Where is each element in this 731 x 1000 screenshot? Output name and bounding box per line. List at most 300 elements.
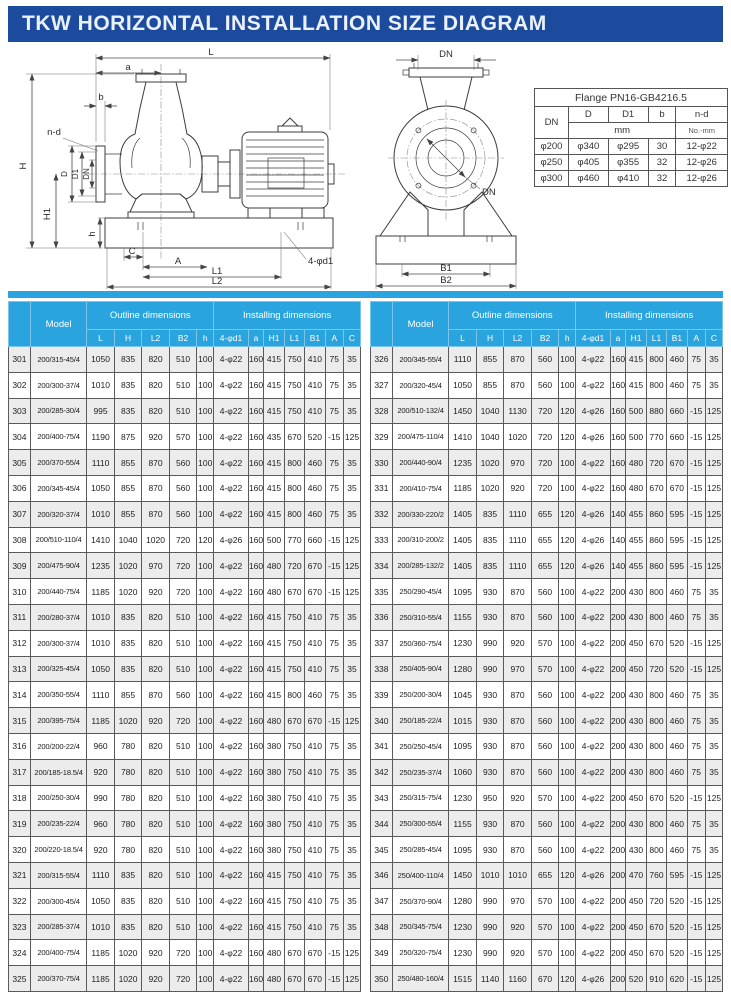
model-cell: 250/300-55/4 — [392, 811, 448, 837]
dimension-cell: 160 — [248, 527, 264, 553]
table-row — [9, 759, 361, 785]
dimension-cell: 560 — [531, 604, 559, 630]
row-number-cell: 303 — [9, 398, 31, 424]
dimension-cell: 835 — [114, 888, 142, 914]
dimension-cell: 450 — [626, 785, 646, 811]
dimension-cell: 410 — [305, 837, 325, 863]
dimension-cell: 1405 — [449, 501, 477, 527]
dimension-cell: -15 — [687, 424, 705, 450]
dimension-cell: 1185 — [87, 940, 115, 966]
table-row — [9, 811, 361, 837]
dimension-cell: 100 — [559, 914, 576, 940]
dimension-cell: 100 — [559, 888, 576, 914]
dimension-cell: 1110 — [87, 682, 115, 708]
dimension-cell: -15 — [687, 501, 705, 527]
dimension-cell: 160 — [248, 888, 264, 914]
dimension-cell: 410 — [305, 398, 325, 424]
dimension-cell: 75 — [687, 682, 705, 708]
dimension-cell: 835 — [114, 914, 142, 940]
row-number-cell: 304 — [9, 424, 31, 450]
dimension-cell: 920 — [504, 785, 532, 811]
dimension-cell: 750 — [284, 398, 304, 424]
dimension-cell: 720 — [531, 424, 559, 450]
dim-label-a: a — [125, 62, 131, 73]
dimension-cell: 4-φ26 — [576, 424, 611, 450]
dimension-cell: 4-φ22 — [576, 372, 611, 398]
dimension-cell: 100 — [197, 347, 214, 373]
dimension-cell: 1230 — [449, 785, 477, 811]
dimension-cell: 35 — [705, 347, 722, 373]
dimension-cell: 920 — [142, 966, 170, 992]
dimension-cell: 780 — [114, 811, 142, 837]
dimension-cell: 410 — [305, 759, 325, 785]
flange-cell: φ250 — [535, 155, 569, 171]
dimension-cell: 75 — [325, 630, 343, 656]
dimension-cell: 100 — [197, 914, 214, 940]
dimension-cell: 820 — [142, 733, 170, 759]
dimension-cell: 4-φ22 — [576, 604, 611, 630]
dimension-cell: 200 — [610, 733, 626, 759]
dimension-cell: 35 — [705, 759, 722, 785]
model-cell: 200/510-110/4 — [30, 527, 86, 553]
flange-col-dn: DN — [535, 107, 569, 139]
dimension-cell: -15 — [687, 940, 705, 966]
dimension-cell: 430 — [626, 579, 646, 605]
dimension-cell: 1020 — [114, 940, 142, 966]
table-row — [371, 372, 723, 398]
dimension-cell: 620 — [667, 966, 687, 992]
dimension-cell: 415 — [626, 347, 646, 373]
dimension-cell: 570 — [531, 888, 559, 914]
dimension-cell: 75 — [325, 656, 343, 682]
row-number-cell: 310 — [9, 579, 31, 605]
dimension-cell: 415 — [264, 398, 284, 424]
row-number-cell: 305 — [9, 450, 31, 476]
table-row — [371, 708, 723, 734]
dimension-cell: 125 — [343, 966, 360, 992]
row-number-cell: 333 — [371, 527, 393, 553]
dimension-cell: 4-φ22 — [214, 785, 249, 811]
dim-label-B1: B1 — [440, 263, 452, 274]
dimension-cell: 480 — [264, 553, 284, 579]
dimension-cell: 670 — [531, 966, 559, 992]
dimension-cell: 1185 — [87, 579, 115, 605]
dimension-cell: 860 — [646, 501, 666, 527]
dimension-cell: 460 — [305, 501, 325, 527]
dim-label-DN: DN — [82, 168, 91, 180]
dimension-cell: 1110 — [504, 527, 532, 553]
dimension-cell: 100 — [197, 630, 214, 656]
flange-cell: 30 — [648, 139, 676, 155]
flange-unit-no-mm: No.-mm — [676, 123, 728, 139]
dimension-cell: 1095 — [449, 733, 477, 759]
dim-label-h: h — [87, 231, 98, 237]
dimension-cell: -15 — [325, 527, 343, 553]
model-cell: 200/310-200/2 — [392, 527, 448, 553]
dimension-cell: 910 — [646, 966, 666, 992]
dimension-cell: 100 — [197, 372, 214, 398]
dimension-cell: 75 — [325, 347, 343, 373]
dimension-cell: 430 — [626, 733, 646, 759]
dimension-cell: 455 — [626, 501, 646, 527]
dimension-cell: 800 — [646, 372, 666, 398]
dimension-cell: 1110 — [504, 553, 532, 579]
dimension-cell: 100 — [559, 604, 576, 630]
dimension-cell: 870 — [504, 708, 532, 734]
col-H1: H1 — [626, 330, 646, 347]
table-row — [371, 785, 723, 811]
dimension-cell: 100 — [559, 682, 576, 708]
dimension-cell: 660 — [305, 527, 325, 553]
table-row — [535, 139, 728, 155]
row-number-cell: 319 — [9, 811, 31, 837]
dimension-cell: 970 — [504, 450, 532, 476]
dimension-cell: 35 — [705, 604, 722, 630]
dimension-cell: 855 — [476, 372, 504, 398]
col-A: A — [687, 330, 705, 347]
dimension-cell: 100 — [197, 708, 214, 734]
col-H1: H1 — [264, 330, 284, 347]
dimension-cell: 670 — [305, 966, 325, 992]
dimension-cell: 380 — [264, 811, 284, 837]
table-row — [9, 553, 361, 579]
dimension-cell: 860 — [646, 527, 666, 553]
dimension-cell: 835 — [476, 553, 504, 579]
dimension-cell: 835 — [476, 501, 504, 527]
dimension-cell: -15 — [325, 424, 343, 450]
dimension-cell: 750 — [284, 759, 304, 785]
dimension-cell: 410 — [305, 862, 325, 888]
table-row — [9, 682, 361, 708]
dimension-cell: 1015 — [449, 708, 477, 734]
dimension-cell: 480 — [626, 450, 646, 476]
dimension-cell: 800 — [646, 347, 666, 373]
dimension-cell: 1185 — [87, 966, 115, 992]
dimension-cell: 75 — [325, 862, 343, 888]
dimension-cell: 35 — [705, 837, 722, 863]
dimension-cell: 460 — [667, 347, 687, 373]
dimension-cell: 35 — [343, 630, 360, 656]
dimension-cell: 35 — [343, 398, 360, 424]
dimension-cell: 75 — [325, 914, 343, 940]
dimension-cell: 1010 — [476, 862, 504, 888]
dimension-cell: 1185 — [87, 708, 115, 734]
row-number-cell: 350 — [371, 966, 393, 992]
model-cell: 200/370-55/4 — [30, 450, 86, 476]
dimension-cell: 100 — [559, 785, 576, 811]
dimension-cell: 125 — [705, 424, 722, 450]
table-row — [371, 888, 723, 914]
dimension-cell: 720 — [284, 553, 304, 579]
dimension-cell: 800 — [646, 708, 666, 734]
dimension-cell: 595 — [667, 553, 687, 579]
dimension-cell: 970 — [504, 656, 532, 682]
dimension-cell: 200 — [610, 630, 626, 656]
dimension-cell: 520 — [626, 966, 646, 992]
dimension-cell: 125 — [705, 450, 722, 476]
dim-label-B2: B2 — [440, 275, 452, 286]
dimension-cell: 560 — [531, 837, 559, 863]
dim-label-C: C — [128, 246, 136, 257]
dimension-cell: 930 — [476, 837, 504, 863]
dimension-cell: 4-φ22 — [576, 475, 611, 501]
dimension-cell: 160 — [610, 347, 626, 373]
dimension-cell: 920 — [142, 708, 170, 734]
dimension-cell: 100 — [197, 759, 214, 785]
col-B1: B1 — [667, 330, 687, 347]
dimension-cell: 415 — [264, 450, 284, 476]
dimension-cell: 460 — [667, 733, 687, 759]
dimension-cell: 75 — [687, 604, 705, 630]
dimension-cell: 4-φ22 — [214, 579, 249, 605]
dimension-cell: 1050 — [87, 475, 115, 501]
flange-col-nd: n-d — [676, 107, 728, 123]
table-row — [371, 553, 723, 579]
dimension-cell: -15 — [687, 630, 705, 656]
dimension-cell: 200 — [610, 604, 626, 630]
row-number-cell: 308 — [9, 527, 31, 553]
dimension-cell: 4-φ22 — [576, 347, 611, 373]
dimension-cell: 920 — [504, 630, 532, 656]
table-row — [9, 733, 361, 759]
model-cell: 200/440-90/4 — [392, 450, 448, 476]
dimension-cell: 820 — [142, 914, 170, 940]
dimension-cell: 4-φ22 — [576, 656, 611, 682]
row-number-cell: 324 — [9, 940, 31, 966]
dimension-cell: 920 — [142, 579, 170, 605]
row-number-cell: 328 — [371, 398, 393, 424]
dimension-cell: 560 — [531, 682, 559, 708]
dimension-cell: 125 — [705, 501, 722, 527]
dimension-cell: 570 — [169, 424, 197, 450]
dimension-cell: 4-φ22 — [214, 398, 249, 424]
dimension-cell: 1515 — [449, 966, 477, 992]
dimension-cell: 855 — [476, 347, 504, 373]
table-row — [371, 682, 723, 708]
dimension-cell: 100 — [559, 347, 576, 373]
dimension-cell: 820 — [142, 811, 170, 837]
dimension-cell: 655 — [531, 553, 559, 579]
col-L2: L2 — [142, 330, 170, 347]
dimension-cell: 4-φ22 — [576, 914, 611, 940]
table-row — [371, 733, 723, 759]
col-L: L — [449, 330, 477, 347]
dimension-cell: 570 — [531, 785, 559, 811]
dimension-cell: 835 — [114, 372, 142, 398]
dimension-cell: 35 — [343, 372, 360, 398]
dimension-cell: 560 — [531, 372, 559, 398]
dimension-cell: 140 — [610, 501, 626, 527]
model-cell: 200/185-18.5/4 — [30, 759, 86, 785]
col-L2: L2 — [504, 330, 532, 347]
installing-dimensions-header: Installing dimensions — [214, 302, 361, 330]
dimension-cell: 750 — [284, 811, 304, 837]
dimensions-table-right — [370, 301, 723, 992]
dimension-cell: 4-φ26 — [576, 553, 611, 579]
row-number-cell: 312 — [9, 630, 31, 656]
dimension-cell: 4-φ22 — [576, 837, 611, 863]
row-number-header — [9, 302, 31, 347]
dimension-cell: 410 — [305, 785, 325, 811]
dimension-cell: 870 — [504, 604, 532, 630]
dimension-cell: 4-φ22 — [214, 475, 249, 501]
dimension-cell: 820 — [142, 630, 170, 656]
dimension-cell: 770 — [646, 424, 666, 450]
dim-label-H1: H1 — [42, 207, 53, 221]
dimension-cell: 570 — [531, 656, 559, 682]
table-top-stripe — [8, 291, 723, 298]
dimension-cell: 855 — [114, 682, 142, 708]
table-body-right — [371, 347, 723, 992]
dimension-cell: 125 — [343, 579, 360, 605]
dimension-cell: 930 — [476, 759, 504, 785]
dimension-cell: 75 — [687, 579, 705, 605]
table-row — [371, 398, 723, 424]
dimension-cell: 760 — [646, 862, 666, 888]
dimension-cell: 870 — [504, 347, 532, 373]
dimension-cell: 410 — [305, 656, 325, 682]
dimension-cell: 35 — [343, 914, 360, 940]
dimension-cell: 1040 — [476, 398, 504, 424]
row-number-cell: 336 — [371, 604, 393, 630]
dimension-cell: 520 — [667, 656, 687, 682]
dimension-cell: 75 — [687, 708, 705, 734]
dimension-cell: 870 — [504, 372, 532, 398]
dimension-cell: 4-φ22 — [214, 837, 249, 863]
dimension-cell: 75 — [325, 759, 343, 785]
pump-front-view-drawing — [356, 46, 548, 291]
dimension-cell: 4-φ22 — [214, 708, 249, 734]
model-cell: 200/350-55/4 — [30, 682, 86, 708]
row-number-cell: 316 — [9, 733, 31, 759]
dimension-cell: 750 — [284, 372, 304, 398]
dimension-cell: 415 — [264, 630, 284, 656]
dimension-cell: 100 — [559, 475, 576, 501]
row-number-cell: 348 — [371, 914, 393, 940]
row-number-cell: 325 — [9, 966, 31, 992]
dimension-cell: 510 — [169, 759, 197, 785]
row-number-cell: 334 — [371, 553, 393, 579]
dimension-cell: 75 — [325, 733, 343, 759]
dimension-cell: 125 — [705, 940, 722, 966]
table-row — [9, 579, 361, 605]
dimension-cell: 160 — [248, 811, 264, 837]
dimension-cell: 35 — [343, 656, 360, 682]
dimension-cell: 100 — [197, 966, 214, 992]
dimension-cell: 820 — [142, 785, 170, 811]
dimension-cell: 920 — [142, 940, 170, 966]
dimension-cell: 100 — [197, 424, 214, 450]
flange-cell: 32 — [648, 171, 676, 187]
row-number-cell: 332 — [371, 501, 393, 527]
model-cell: 200/395-75/4 — [30, 708, 86, 734]
dim-label-H: H — [18, 162, 29, 170]
dimension-cell: 120 — [559, 553, 576, 579]
dimension-cell: 800 — [646, 579, 666, 605]
dimension-cell: 100 — [559, 450, 576, 476]
dimension-cell: 4-φ22 — [214, 914, 249, 940]
dimension-cell: 870 — [142, 475, 170, 501]
dimension-cell: 160 — [248, 579, 264, 605]
dimension-cell: -15 — [687, 862, 705, 888]
dimension-cell: 430 — [626, 604, 646, 630]
model-cell: 200/285-37/4 — [30, 914, 86, 940]
dimension-cell: 160 — [248, 914, 264, 940]
dimension-cell: 670 — [284, 966, 304, 992]
dimension-cell: 200 — [610, 862, 626, 888]
table-row — [9, 656, 361, 682]
dimension-cell: 125 — [343, 940, 360, 966]
dimension-cell: 595 — [667, 501, 687, 527]
dimension-cell: 920 — [87, 759, 115, 785]
dimension-cell: 670 — [284, 708, 304, 734]
dimension-cell: 125 — [705, 630, 722, 656]
table-row — [9, 837, 361, 863]
dimension-cell: 510 — [169, 914, 197, 940]
dimension-cell: 510 — [169, 604, 197, 630]
dimension-cell: 870 — [504, 759, 532, 785]
dimension-cell: 430 — [626, 837, 646, 863]
dimension-cell: 1140 — [476, 966, 504, 992]
dimension-cell: 520 — [667, 888, 687, 914]
dimension-cell: 415 — [264, 347, 284, 373]
dimension-cell: 35 — [343, 862, 360, 888]
dimension-cell: 100 — [559, 759, 576, 785]
dimension-cell: 870 — [504, 682, 532, 708]
dimension-cell: 4-φ22 — [576, 759, 611, 785]
dimension-cell: 1110 — [87, 862, 115, 888]
dimension-cell: 1230 — [449, 914, 477, 940]
dimension-cell: 670 — [305, 579, 325, 605]
dimension-cell: 100 — [197, 785, 214, 811]
dim-label-DN-top: DN — [439, 49, 453, 60]
table-row — [9, 888, 361, 914]
dimension-cell: 200 — [610, 966, 626, 992]
dimension-cell: 35 — [343, 811, 360, 837]
dimension-cell: 750 — [284, 604, 304, 630]
dimension-cell: 100 — [559, 940, 576, 966]
dimension-cell: 560 — [169, 501, 197, 527]
dimension-cell: 835 — [476, 527, 504, 553]
row-number-cell: 338 — [371, 656, 393, 682]
dimension-cell: 160 — [248, 372, 264, 398]
model-cell: 250/320-75/4 — [392, 940, 448, 966]
dimension-cell: 160 — [248, 398, 264, 424]
dimension-cell: 800 — [284, 501, 304, 527]
dimension-cell: 120 — [559, 501, 576, 527]
dimension-cell: 520 — [305, 424, 325, 450]
dimension-cell: 125 — [705, 475, 722, 501]
dimension-cell: 160 — [610, 424, 626, 450]
dimension-cell: 35 — [705, 682, 722, 708]
dimension-cell: 990 — [87, 785, 115, 811]
dimension-cell: 835 — [114, 656, 142, 682]
dimension-cell: 415 — [264, 862, 284, 888]
table-row — [371, 656, 723, 682]
dimension-cell: 125 — [705, 888, 722, 914]
dimension-cell: 1050 — [87, 347, 115, 373]
dimension-cell: 4-φ22 — [214, 372, 249, 398]
dimension-cell: 120 — [559, 966, 576, 992]
dimension-cell: 35 — [343, 604, 360, 630]
row-number-cell: 306 — [9, 475, 31, 501]
dimension-cell: 4-φ26 — [576, 501, 611, 527]
row-number-cell: 329 — [371, 424, 393, 450]
dimension-cell: 100 — [197, 604, 214, 630]
dimension-cell: -15 — [687, 785, 705, 811]
dimension-cell: 1130 — [504, 398, 532, 424]
dimension-cell: 510 — [169, 347, 197, 373]
